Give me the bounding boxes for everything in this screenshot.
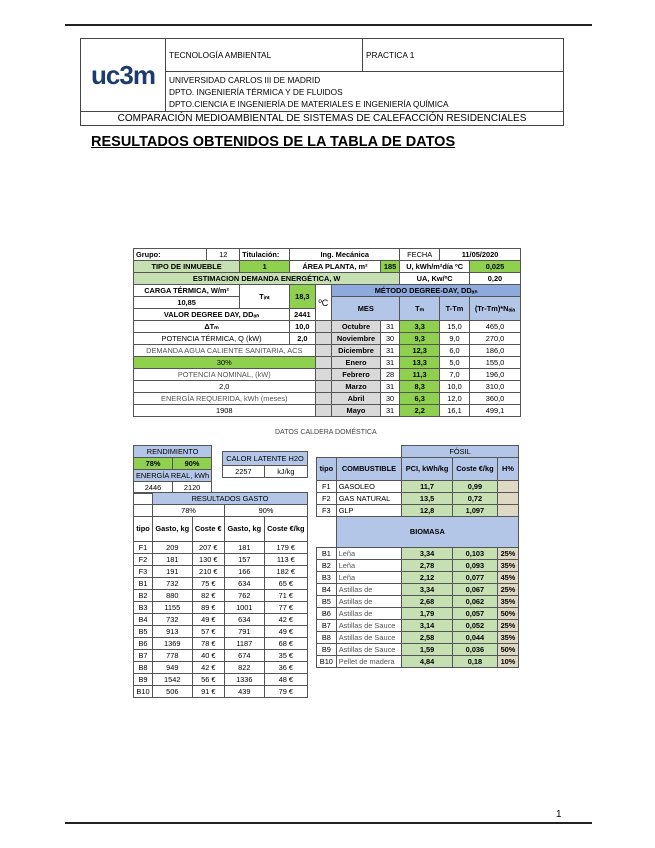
month-cell: Octubre [332,321,381,333]
table-row [134,626,308,638]
fuel-h-cell: 25% [497,548,518,560]
calor-unit: kJ/kg [264,466,307,478]
gasto1-cell: 949 [152,662,192,674]
month-cell: Marzo [332,381,381,393]
section-title: RESULTADOS OBTENIDOS DE LA TABLA DE DATOS [91,134,456,150]
table-row [317,572,519,584]
month-cell: Febrero [332,369,381,381]
u-label: U, kWh/m²día ºC [400,261,470,273]
table-row [317,608,519,620]
document-header [80,38,564,126]
prod-cell: 186,0 [469,345,520,357]
ttm-cell: 9,0 [440,333,470,345]
table-row [317,493,519,505]
gasto2-cell: 439 [225,686,265,698]
coste1-cell: 49 € [192,614,224,626]
tm-cell: 2,2 [400,405,440,417]
fuel-tipo-cell: B10 [317,656,337,668]
grupo-label: Grupo: [134,249,207,261]
table-row [134,662,308,674]
days-cell: 31 [380,381,400,393]
fuel-coste-cell: 0,077 [452,572,497,584]
days-cell: 31 [380,345,400,357]
pot-value: 2,0 [290,333,315,345]
table-row [317,656,519,668]
table-row [134,602,308,614]
col-coste1: Coste € [192,517,224,542]
coste2-cell: 113 € [264,554,307,566]
fuel-tipo-cell: B3 [317,572,337,584]
results-table [133,492,308,698]
coste2-cell: 179 € [264,542,307,554]
fuel-tipo-cell: B7 [317,620,337,632]
gasto1-cell: 913 [152,626,192,638]
ttm-cell: 12,0 [440,393,470,405]
carga-value: 10,85 [134,297,240,309]
gasto2-cell: 791 [225,626,265,638]
tm-cell: 9,3 [400,333,440,345]
fuel-coste-cell: 0,036 [452,644,497,656]
fuel-h-cell [497,481,518,493]
ttm-header: T-Tm [440,297,470,321]
fuel-coste-cell: 1,097 [452,505,497,517]
coste1-cell: 82 € [192,590,224,602]
fuel-h-cell: 45% [497,572,518,584]
uc3m-logo: uc3m [81,39,166,112]
gasto2-cell: 181 [225,542,265,554]
prod-cell: 270,0 [469,333,520,345]
fuel-col-h: H% [497,458,518,481]
titulacion-label: Titulación: [240,249,290,261]
ttm-cell: 5,0 [440,357,470,369]
days-cell: 30 [380,333,400,345]
gasto1-cell: 1155 [152,602,192,614]
gasto2-cell: 634 [225,614,265,626]
fuel-h-cell: 10% [497,656,518,668]
gasto2-cell: 674 [225,650,265,662]
potnom-value: 2,0 [134,381,316,393]
fuel-name-cell: GLP [336,505,402,517]
area-label: ÁREA PLANTA, m² [290,261,381,273]
fuel-name-cell: GAS NATURAL [336,493,402,505]
banner: COMPARACIÓN MEDIOAMBIENTAL DE SISTEMAS DE CALEFACCIÓN RESIDENCIALES [81,112,564,126]
coste1-cell: 130 € [192,554,224,566]
coste2-cell: 79 € [264,686,307,698]
page-number: 1 [556,809,562,820]
ereal1-value: 2446 [134,482,173,494]
month-cell: Diciembre [332,345,381,357]
gasto1-cell: 778 [152,650,192,662]
fuel-pci-cell: 3,34 [402,548,453,560]
prod-cell: 499,1 [469,405,520,417]
fuel-tipo-cell: F3 [317,505,337,517]
coste2-cell: 36 € [264,662,307,674]
ttm-cell: 10,0 [440,381,470,393]
table-row [317,481,519,493]
acs-label: DEMANDA AGUA CALIENTE SANITARIA, ACS [134,345,316,357]
dept1-line: DPTO. INGENIERÍA TÉRMICA Y DE FLUIDOS [169,87,343,97]
table-row [134,566,308,578]
fuel-coste-cell: 0,093 [452,560,497,572]
days-cell: 31 [380,357,400,369]
rend2-value: 90% [173,458,212,470]
practice-cell: PRACTICA 1 [363,39,564,72]
energia-value: 1908 [134,405,316,417]
month-cell: Abril [332,393,381,405]
gasto1-cell: 732 [152,614,192,626]
tipo-cell: B4 [134,614,153,626]
coste2-cell: 182 € [264,566,307,578]
tm-cell: 13,3 [400,357,440,369]
fuel-coste-cell: 0,103 [452,548,497,560]
fuel-table [316,445,519,668]
coste1-cell: 207 € [192,542,224,554]
ua-label: UA, Kw/ºC [400,273,470,285]
coste2-cell: 77 € [264,602,307,614]
table-row [317,620,519,632]
col-gasto2: Gasto, kg [225,517,265,542]
tint-value: 18,3 [290,285,315,309]
table-row [134,614,308,626]
fuel-pci-cell: 3,14 [402,620,453,632]
coste2-cell: 49 € [264,626,307,638]
ttm-cell: 16,1 [440,405,470,417]
tipo-cell: B10 [134,686,153,698]
coste1-cell: 210 € [192,566,224,578]
fecha-label: FECHA [400,249,440,261]
days-cell: 28 [380,369,400,381]
tipo-cell: B1 [134,578,153,590]
gasto1-cell: 209 [152,542,192,554]
days-cell: 31 [380,321,400,333]
biomasa-label: BIOMASA [336,517,518,548]
fuel-name-cell: Astillas de Sauce [336,644,402,656]
fuel-pci-cell: 2,58 [402,632,453,644]
col-tipo: tipo [134,517,153,542]
res2-header: 90% [225,505,308,517]
subject-cell: TECNOLOGÍA AMBIENTAL [166,39,363,72]
fuel-h-cell [497,493,518,505]
tm-cell: 11,3 [400,369,440,381]
gasto1-cell: 191 [152,566,192,578]
fuel-pci-cell: 1,59 [402,644,453,656]
fuel-name-cell: Leña [336,548,402,560]
estim-label: ESTIMACION DEMANDA ENERGÉTICA, W [134,273,400,285]
ua-value: 0,20 [469,273,520,285]
fuel-name-cell: Pellet de madera [336,656,402,668]
mes-header: MES [332,297,400,321]
fuel-tipo-cell: B1 [317,548,337,560]
coste2-cell: 65 € [264,578,307,590]
vdd-label: VALOR DEGREE DAY, DDₐₙ [134,309,290,321]
coste1-cell: 57 € [192,626,224,638]
acs-value: 30% [134,357,316,369]
table-row [134,542,308,554]
fuel-name-cell: Astillas de Sauce [336,632,402,644]
ttm-cell: 7,0 [440,369,470,381]
fuel-tipo-cell: B8 [317,632,337,644]
tm-cell: 3,3 [400,321,440,333]
tm-header: Tₘ [400,297,440,321]
table-row [134,674,308,686]
grupo-value: 12 [207,249,240,261]
rend1-value: 78% [134,458,173,470]
ereal2-value: 2120 [173,482,212,494]
month-cell: Mayo [332,405,381,417]
tipo-cell: F2 [134,554,153,566]
fuel-pci-cell: 2,68 [402,596,453,608]
fuel-h-cell: 25% [497,584,518,596]
tm-cell: 12,3 [400,345,440,357]
fuel-tipo-cell: B9 [317,644,337,656]
fuel-h-cell: 35% [497,596,518,608]
coste1-cell: 42 € [192,662,224,674]
fuel-tipo-cell: B2 [317,560,337,572]
table-row [134,578,308,590]
table-row [134,638,308,650]
table-row [134,554,308,566]
fuel-pci-cell: 1,79 [402,608,453,620]
tipo-cell: B5 [134,626,153,638]
table-row [134,686,308,698]
fuel-coste-cell: 0,99 [452,481,497,493]
fuel-pci-cell: 4,84 [402,656,453,668]
tipo-cell: B8 [134,662,153,674]
table-row [317,505,519,517]
gasto1-cell: 880 [152,590,192,602]
fuel-tipo-cell: F1 [317,481,337,493]
tipo-cell: F3 [134,566,153,578]
prod-cell: 360,0 [469,393,520,405]
gasto1-cell: 732 [152,578,192,590]
prod-cell: 310,0 [469,381,520,393]
coste1-cell: 78 € [192,638,224,650]
tm-cell: 6,3 [400,393,440,405]
prod-cell: 196,0 [469,369,520,381]
tipo-cell: B3 [134,602,153,614]
table-row [317,632,519,644]
fuel-pci-cell: 13,5 [402,493,453,505]
fuel-coste-cell: 0,18 [452,656,497,668]
energia-label: ENERGÍA REQUERIDA, kWh (meses) [134,393,316,405]
tipo-cell: B9 [134,674,153,686]
pot-label: POTENCIA TÉRMICA, Q (kW) [134,333,290,345]
degc-unit: ºC [315,285,332,321]
fuel-name-cell: Astillas de [336,608,402,620]
ttm-cell: 15,0 [440,321,470,333]
fuel-coste-cell: 0,044 [452,632,497,644]
tint-label: Tᵢₙₜ [240,285,290,309]
res1-header: 78% [152,505,224,517]
u-value: 0,025 [469,261,520,273]
titulacion-value: Ing. Mecánica [290,249,400,261]
fuel-col-coste: Coste €/kg [452,458,497,481]
tipo-cell: B7 [134,650,153,662]
gasto2-cell: 634 [225,578,265,590]
fuel-tipo-cell: F2 [317,493,337,505]
coste2-cell: 48 € [264,674,307,686]
fuel-pci-cell: 3,34 [402,584,453,596]
ttm-cell: 6,0 [440,345,470,357]
fosil-label: FÓSIL [402,446,519,458]
fuel-h-cell: 35% [497,560,518,572]
fuel-h-cell: 50% [497,608,518,620]
fuel-name-cell: Astillas de Sauce [336,620,402,632]
fuel-h-cell: 25% [497,620,518,632]
gasto2-cell: 822 [225,662,265,674]
fuel-pci-cell: 11,7 [402,481,453,493]
gasto1-cell: 1542 [152,674,192,686]
tipo-value: 1 [240,261,290,273]
tm-cell: 8,3 [400,381,440,393]
col-coste2: Coste €/kg [264,517,307,542]
gasto2-cell: 1187 [225,638,265,650]
gasto2-cell: 762 [225,590,265,602]
prod-cell: 155,0 [469,357,520,369]
fuel-coste-cell: 0,72 [452,493,497,505]
coste1-cell: 40 € [192,650,224,662]
top-rule [65,24,592,26]
gasto2-cell: 166 [225,566,265,578]
month-cell: Enero [332,357,381,369]
fuel-pci-cell: 12,8 [402,505,453,517]
fuel-col-comb: COMBUSTIBLE [336,458,402,481]
ttmn-header: (Tr-Tm)*Nₐᵢₐ [469,297,520,321]
fuel-coste-cell: 0,057 [452,608,497,620]
calor-table [222,451,308,478]
caldera-caption: DATOS CALDERA DOMÉSTICA [275,429,377,436]
fuel-tipo-cell: B5 [317,596,337,608]
vdd-value: 2441 [290,309,315,321]
fuel-tipo-cell: B4 [317,584,337,596]
table-row [317,560,519,572]
tipo-cell: F1 [134,542,153,554]
coste1-cell: 75 € [192,578,224,590]
table-row [317,584,519,596]
coste1-cell: 89 € [192,602,224,614]
month-cell: Noviembre [332,333,381,345]
fuel-name-cell: Leña [336,560,402,572]
table-row [134,590,308,602]
university-line: UNIVERSIDAD CARLOS III DE MADRID [169,75,321,85]
tipo-cell: B2 [134,590,153,602]
fuel-name-cell: Astillas de [336,584,402,596]
gasto2-cell: 1001 [225,602,265,614]
coste2-cell: 71 € [264,590,307,602]
dt-value: 10,0 [290,321,315,333]
gasto1-cell: 1369 [152,638,192,650]
fuel-coste-cell: 0,052 [452,620,497,632]
calor-value: 2257 [223,466,265,478]
fuel-coste-cell: 0,067 [452,584,497,596]
fuel-pci-cell: 2,12 [402,572,453,584]
fuel-tipo-cell: B6 [317,608,337,620]
potnom-label: POTENCIA NOMINAL, (kW) [134,369,316,381]
fuel-h-cell [497,505,518,517]
coste1-cell: 56 € [192,674,224,686]
gasto2-cell: 1336 [225,674,265,686]
dt-label: ΔTₘ [134,321,290,333]
fuel-h-cell: 35% [497,632,518,644]
tipo-label: TIPO DE INMUEBLE [134,261,240,273]
fuel-name-cell: GASOLEO [336,481,402,493]
gasto1-cell: 506 [152,686,192,698]
demand-table [133,248,521,417]
gasto2-cell: 157 [225,554,265,566]
table-row [317,548,519,560]
calor-label: CALOR LATENTE H2O [223,452,308,466]
fuel-name-cell: Astillas de [336,596,402,608]
days-cell: 31 [380,405,400,417]
bottom-rule [65,822,592,824]
method-label: MÉTODO DEGREE-DAY, DDₐₙ [332,285,521,297]
coste1-cell: 91 € [192,686,224,698]
table-row [317,596,519,608]
fuel-coste-cell: 0,062 [452,596,497,608]
prod-cell: 465,0 [469,321,520,333]
dept2-line: DPTO.CIENCIA E INGENIERÍA DE MATERIALES E INGENIERÍA QUÍMICA [169,99,449,109]
coste2-cell: 42 € [264,614,307,626]
fuel-name-cell: Leña [336,572,402,584]
results-label: RESULTADOS GASTO [152,493,307,505]
area-value: 185 [380,261,400,273]
table-row [317,644,519,656]
fuel-h-cell: 50% [497,644,518,656]
fuel-col-pci: PCI, kWh/kg [402,458,453,481]
fuel-pci-cell: 2,78 [402,560,453,572]
days-cell: 30 [380,393,400,405]
ereal-label: ENERGÍA REAL, kWh [134,470,212,482]
col-gasto1: Gasto, kg [152,517,192,542]
carga-label: CARGA TÉRMICA, W/m² [134,285,240,297]
table-row [134,650,308,662]
rendimiento-table [133,445,212,494]
coste2-cell: 35 € [264,650,307,662]
fuel-col-tipo: tipo [317,458,337,481]
fecha-value: 11/05/2020 [440,249,521,261]
rend-label: RENDIMIENTO [134,446,212,458]
tipo-cell: B6 [134,638,153,650]
gasto1-cell: 181 [152,554,192,566]
coste2-cell: 68 € [264,638,307,650]
